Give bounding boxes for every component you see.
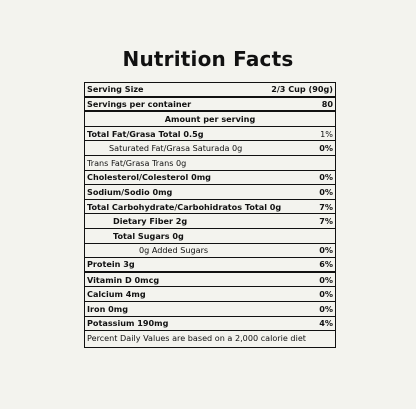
added-sugars-row xyxy=(85,244,335,259)
protein-row xyxy=(85,258,335,273)
iron-value: 0% xyxy=(319,303,333,314)
dietary-fiber-row xyxy=(85,214,335,229)
servings-per-container-row xyxy=(85,98,335,113)
added-sugars-value: 0% xyxy=(319,245,333,256)
cholesterol-label: Cholesterol/Colesterol 0mg xyxy=(87,172,211,183)
total-carbohydrate-row xyxy=(85,200,335,215)
dietary-fiber-label: Dietary Fiber 2g xyxy=(113,216,188,227)
daily-values-footnote-row xyxy=(85,331,335,346)
total-carbohydrate-value: 7% xyxy=(319,201,333,212)
total-sugars-label: Total Sugars 0g xyxy=(113,230,184,241)
sodium-value: 0% xyxy=(319,186,333,197)
total-carbohydrate-label: Total Carbohydrate/Carbohidratos Total 0g xyxy=(87,201,282,212)
protein-value: 6% xyxy=(319,259,333,270)
nutrition-facts-title: Nutrition Facts xyxy=(122,47,294,71)
saturated-fat-row xyxy=(85,141,335,156)
amount-per-serving-row xyxy=(85,112,335,127)
serving-size-label: Serving Size xyxy=(87,84,144,95)
calcium-label: Calcium 4mg xyxy=(87,289,146,300)
potassium-row xyxy=(85,317,335,332)
amount-per-serving-label: Amount per serving xyxy=(164,113,256,124)
nutrition-facts-panel xyxy=(84,82,336,348)
trans-fat-label: Trans Fat/Grasa Trans 0g xyxy=(87,157,187,168)
cholesterol-row xyxy=(85,171,335,186)
saturated-fat-label: Saturated Fat/Grasa Saturada 0g xyxy=(109,143,243,154)
serving-size-value: 2/3 Cup (90g) xyxy=(271,84,333,95)
iron-label: Iron 0mg xyxy=(87,303,129,314)
calcium-row xyxy=(85,287,335,302)
servings-per-container-value: 80 xyxy=(321,98,333,109)
daily-values-footnote: Percent Daily Values are based on a 2,000 calorie diet xyxy=(87,333,306,344)
serving-size-row xyxy=(85,83,335,98)
potassium-label: Potassium 190mg xyxy=(87,318,169,329)
saturated-fat-value: 0% xyxy=(319,143,333,154)
total-fat-row xyxy=(85,127,335,142)
calcium-value: 0% xyxy=(319,289,333,300)
protein-label: Protein 3g xyxy=(87,259,135,270)
potassium-value: 4% xyxy=(319,318,333,329)
iron-row xyxy=(85,302,335,317)
cholesterol-value: 0% xyxy=(319,172,333,183)
added-sugars-label: 0g Added Sugars xyxy=(139,245,209,256)
sodium-label: Sodium/Sodio 0mg xyxy=(87,186,173,197)
dietary-fiber-value: 7% xyxy=(319,216,333,227)
vitamin-d-label: Vitamin D 0mcg xyxy=(87,274,160,285)
total-fat-value: 1% xyxy=(320,128,333,139)
vitamin-d-row xyxy=(85,273,335,288)
servings-per-container-label: Servings per container xyxy=(87,98,192,109)
total-fat-label: Total Fat/Grasa Total 0.5g xyxy=(87,128,204,139)
trans-fat-row xyxy=(85,156,335,171)
vitamin-d-value: 0% xyxy=(319,274,333,285)
sodium-row xyxy=(85,185,335,200)
total-sugars-row xyxy=(85,229,335,244)
